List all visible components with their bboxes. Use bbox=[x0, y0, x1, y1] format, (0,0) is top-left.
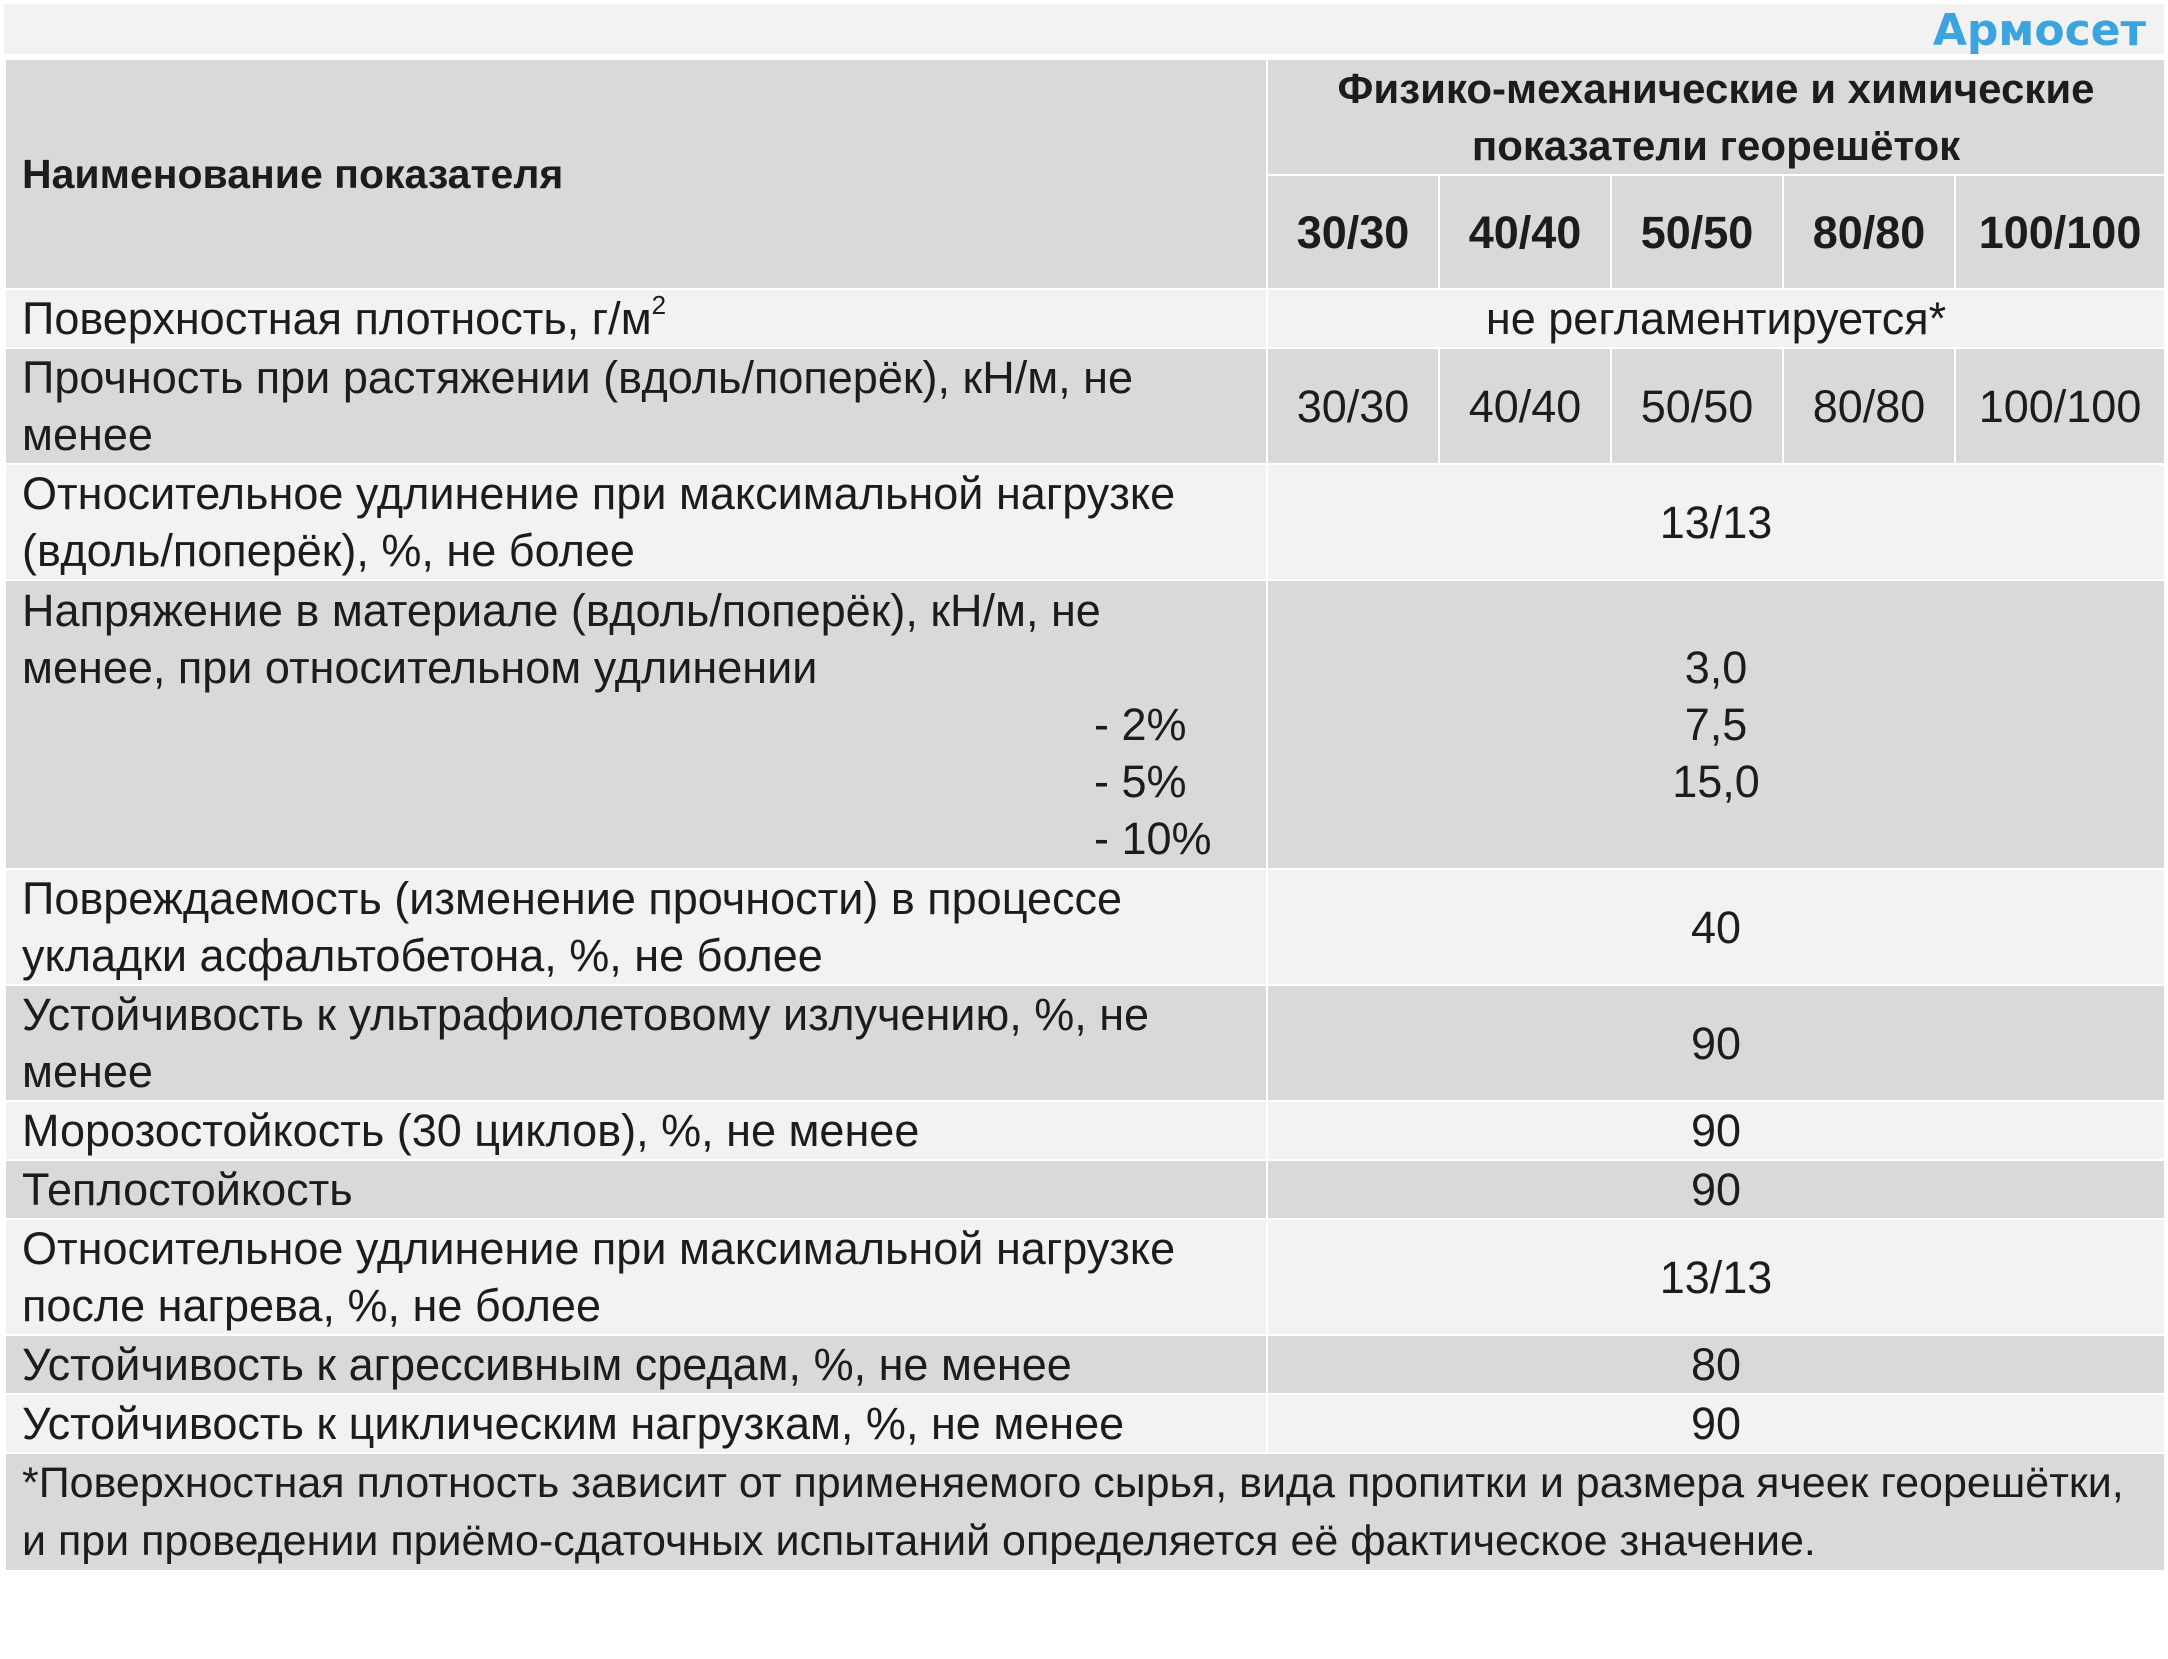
spec-table bbox=[4, 58, 2166, 1572]
table-row bbox=[5, 1101, 2165, 1160]
table-row bbox=[5, 1219, 2165, 1335]
table-row bbox=[5, 1394, 2165, 1453]
row-label: Теплостойкость bbox=[5, 1160, 1267, 1219]
header-size: 50/50 bbox=[1611, 175, 1783, 289]
row-label: Поверхностная плотность, $г/м^2$ bbox=[5, 289, 1267, 348]
row-value: 13/13 bbox=[1267, 1219, 2165, 1335]
table-row bbox=[5, 869, 2165, 985]
row-label: Устойчивость к агрессивным средам, %, не менее bbox=[5, 1335, 1267, 1394]
superscript: 2 bbox=[651, 290, 667, 320]
elongation-levels bbox=[1094, 696, 1250, 867]
row-value: 80/80 bbox=[1783, 348, 1955, 464]
stress-value: 7,5 bbox=[1684, 699, 1748, 750]
stress-value: 15,0 bbox=[1672, 756, 1760, 807]
table-row bbox=[5, 1160, 2165, 1219]
row-value: 40 bbox=[1267, 869, 2165, 985]
row-label: Повреждаемость (изменение прочности) в процессе укладки асфальтобетона, %, не более bbox=[5, 869, 1267, 985]
row-value: 90 bbox=[1267, 1160, 2165, 1219]
header-group-title: Физико-механические и химические показатели георешёток bbox=[1267, 59, 2165, 175]
row-value: 90 bbox=[1267, 1394, 2165, 1453]
table-row bbox=[5, 348, 2165, 464]
elongation-level: - 5% bbox=[1094, 756, 1187, 807]
row-value: 50/50 bbox=[1611, 348, 1783, 464]
row-label: Устойчивость к ультрафиолетовому излучению, %, не менее bbox=[5, 985, 1267, 1101]
row-label: Напряжение в материале (вдоль/поперёк), кН/м, не менее, при относительном удлинении - 2% - 5% - 10% bbox=[5, 580, 1267, 869]
brand-strip bbox=[4, 4, 2164, 54]
row-value bbox=[1267, 580, 2165, 869]
row-value: 40/40 bbox=[1439, 348, 1611, 464]
header-size: 100/100 bbox=[1955, 175, 2165, 289]
row-value: не регламентируется* bbox=[1267, 289, 2165, 348]
row-value: 13/13 bbox=[1267, 464, 2165, 580]
row-label: Морозостойкость (30 циклов), %, не менее bbox=[5, 1101, 1267, 1160]
stress-value: 3,0 bbox=[1684, 642, 1748, 693]
row-value: 90 bbox=[1267, 1101, 2165, 1160]
table-row bbox=[5, 464, 2165, 580]
brand-logo: Армосет bbox=[1932, 5, 2146, 56]
row-label: Прочность при растяжении (вдоль/поперёк), кН/м, не менее bbox=[5, 348, 1267, 464]
footnote: *Поверхностная плотность зависит от применяемого сырья, вида пропитки и размера ячеек георешётки, и при проведении приёмо-сдаточных испытаний определяется её фактическое значение. bbox=[5, 1453, 2165, 1571]
elongation-level: - 2% bbox=[1094, 699, 1187, 750]
footnote-row bbox=[5, 1453, 2165, 1571]
elongation-level: - 10% bbox=[1094, 813, 1212, 864]
header-size: 40/40 bbox=[1439, 175, 1611, 289]
row-label: Устойчивость к циклическим нагрузкам, %, не менее bbox=[5, 1394, 1267, 1453]
row-label: Относительное удлинение при максимальной нагрузке после нагрева, %, не более bbox=[5, 1219, 1267, 1335]
table-row bbox=[5, 289, 2165, 348]
row-label: Относительное удлинение при максимальной нагрузке (вдоль/поперёк), %, не более bbox=[5, 464, 1267, 580]
table-row bbox=[5, 580, 2165, 869]
header-size: 80/80 bbox=[1783, 175, 1955, 289]
table-row bbox=[5, 1335, 2165, 1394]
row-value: 90 bbox=[1267, 985, 2165, 1101]
header-size: 30/30 bbox=[1267, 175, 1439, 289]
row-value: 100/100 bbox=[1955, 348, 2165, 464]
table-row bbox=[5, 985, 2165, 1101]
row-value: 30/30 bbox=[1267, 348, 1439, 464]
row-value: 80 bbox=[1267, 1335, 2165, 1394]
header-name-column: Наименование показателя bbox=[5, 59, 1267, 289]
